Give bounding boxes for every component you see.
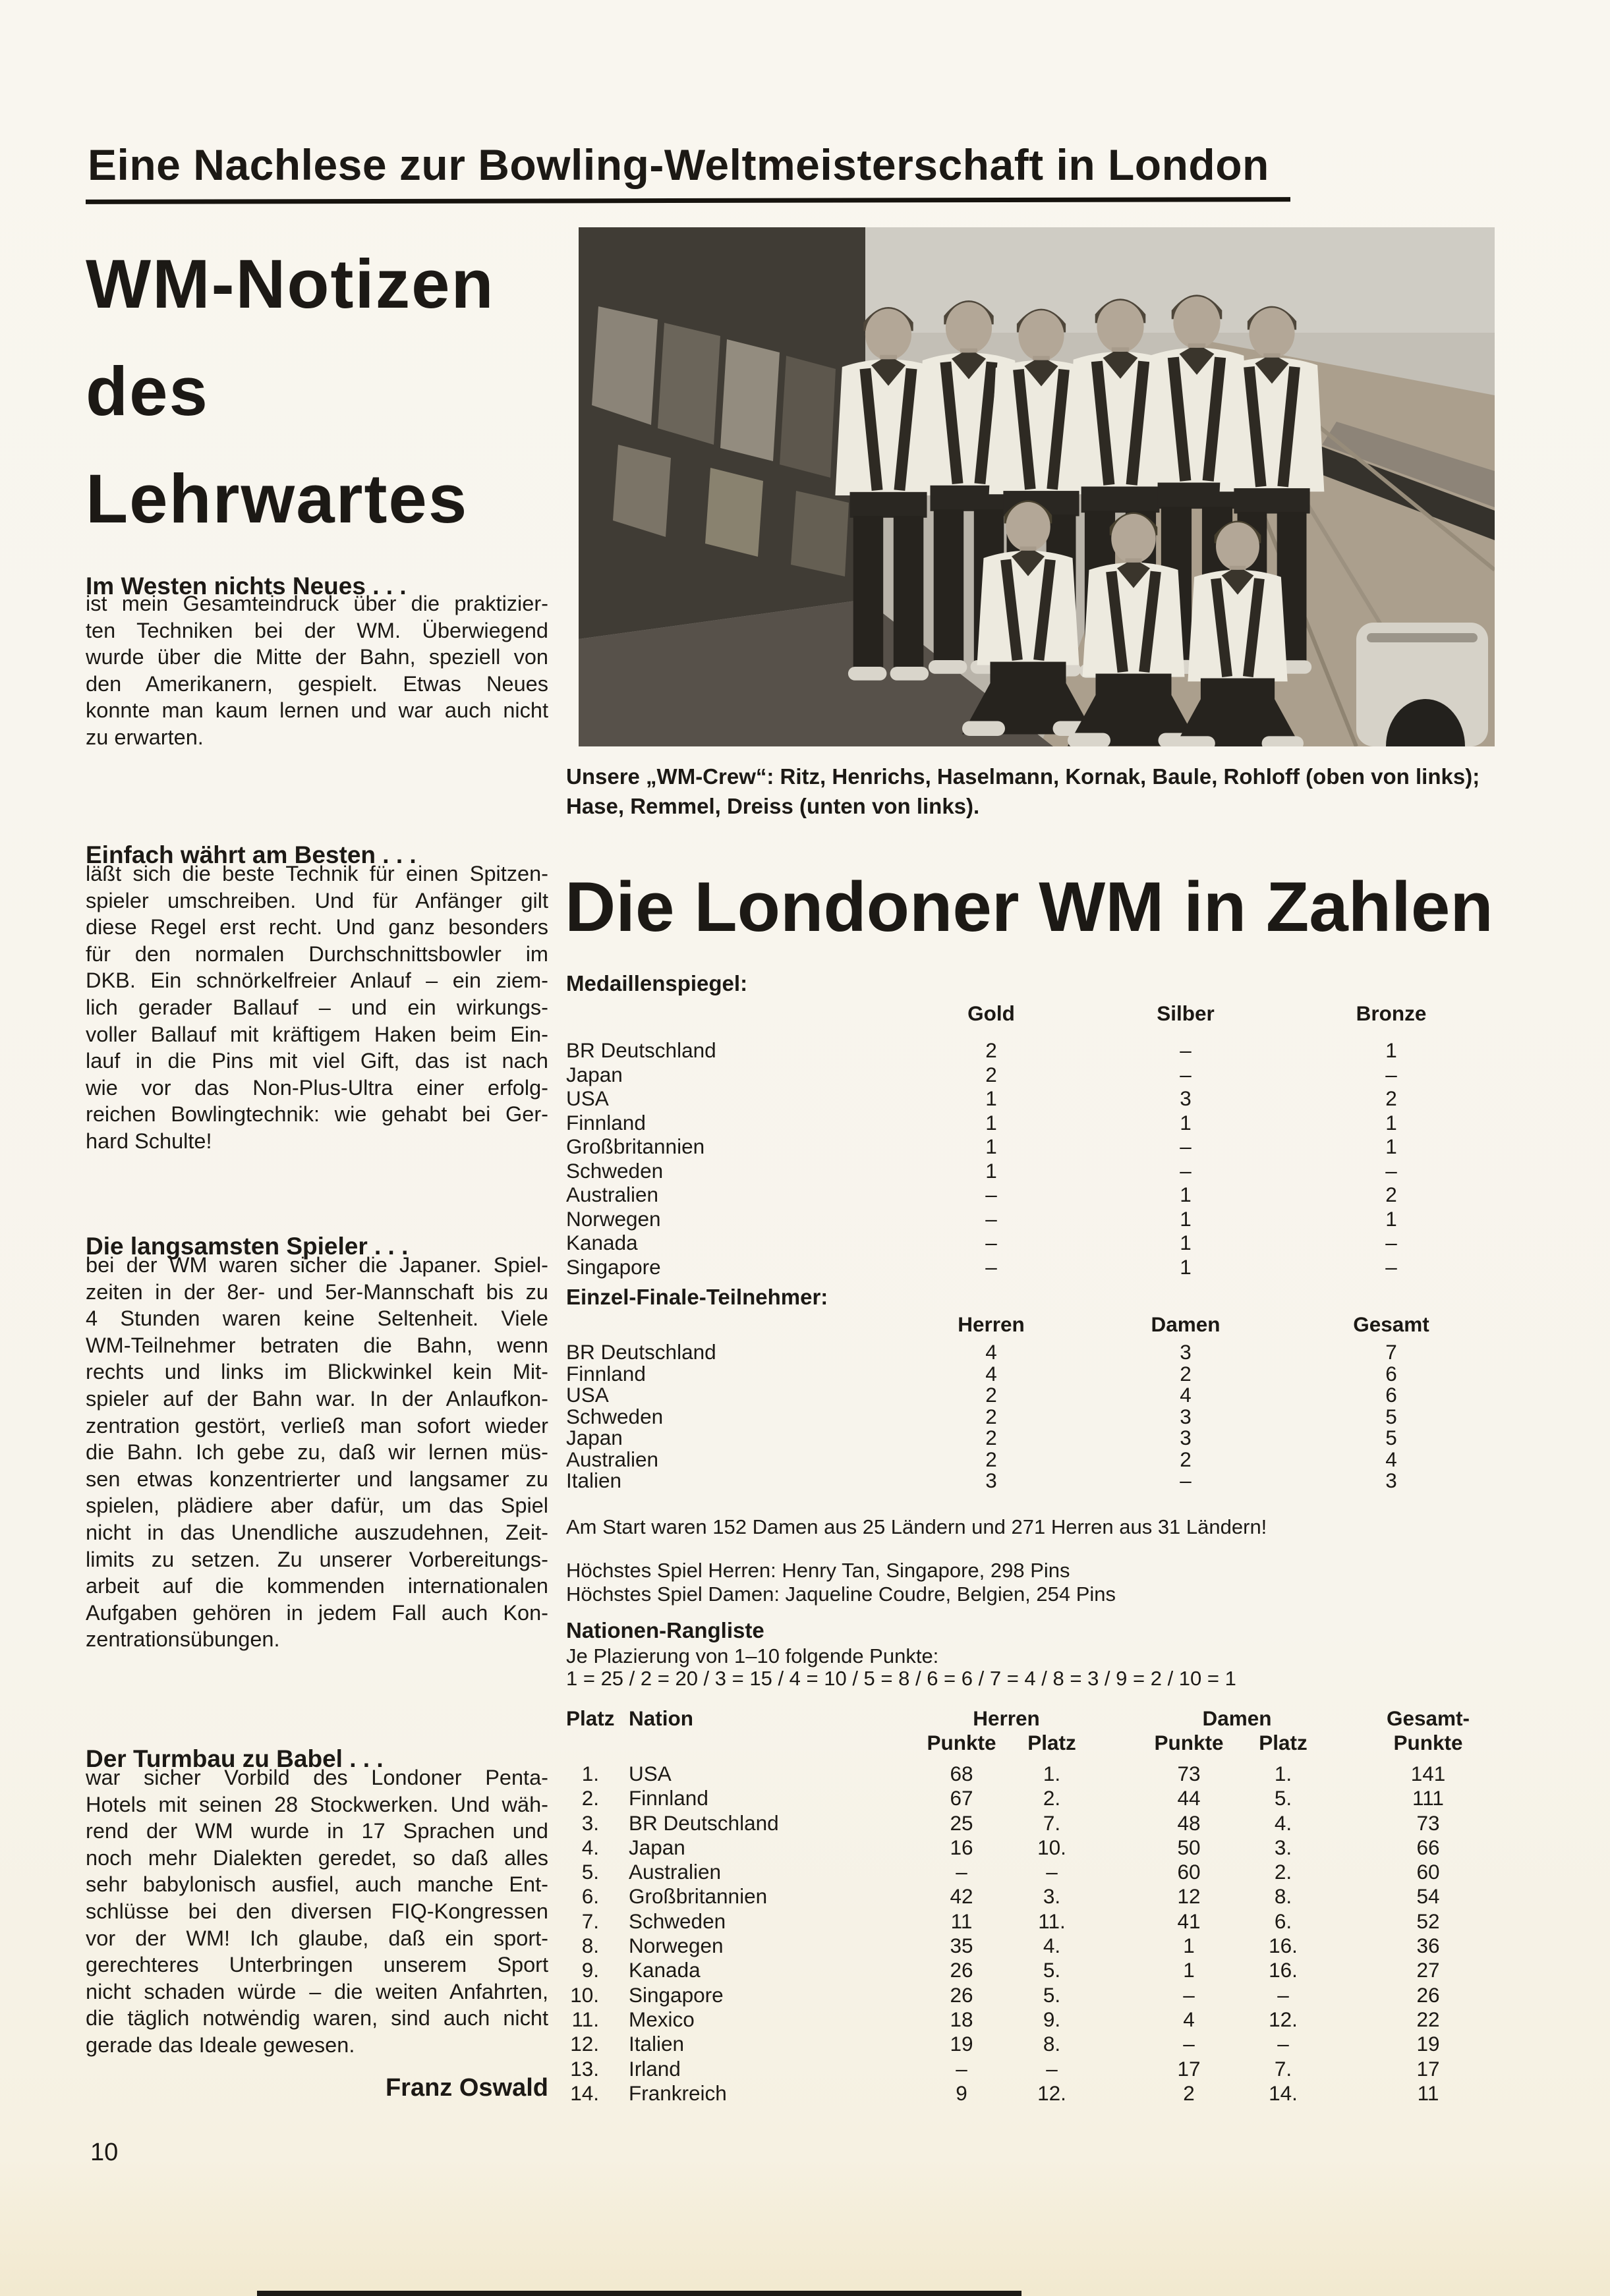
rank-cell: 9. [581,1958,599,1982]
article-title-line: des [86,353,209,430]
text-line: 4 Stunden waren keine Seltenheit. Viele [86,1306,548,1331]
bronze-cell: – [1385,1231,1397,1254]
article-title-line: Lehrwartes [86,461,469,538]
author-signature: Franz Oswald [385,2074,548,2102]
nation-cell: Norwegen [629,1934,724,1958]
text-line: arbeit auf die kommenden internationalen [86,1574,548,1598]
nation-cell: Finnland [629,1786,708,1810]
gesamt-punkte-cell: 141 [1410,1762,1446,1785]
damen-punkte-cell: 60 [1177,1860,1201,1884]
gesamt-cell: 4 [1385,1447,1397,1471]
damen-cell: 4 [1180,1383,1192,1407]
herren-platz-cell: – [1046,2056,1058,2081]
gesamt-cell: 5 [1385,1404,1397,1428]
damen-platz-cell: 1. [1274,1762,1292,1785]
silver-cell: – [1180,1158,1192,1183]
gold-cell: 1 [985,1158,997,1183]
silver-cell: – [1180,1134,1192,1158]
rangliste-points-formula: 1 = 25 / 2 = 20 / 3 = 15 / 4 = 10 / 5 = 8 / 6 = 6 / 7 = 4 / 8 = 3 / 9 = 2 / 10 = 1 [566,1667,1236,1690]
herren-cell: 2 [985,1426,997,1449]
damen-platz-cell: – [1277,2032,1289,2056]
text-line: nicht schaden würde – die weiten Anfahrten, [86,1979,548,2003]
table-row [566,2007,1526,2032]
damen-punkte-cell: 17 [1177,2056,1201,2081]
damen-punkte-cell: – [1183,2032,1195,2056]
column-header-gesamt: Gesamt- [1386,1706,1470,1730]
damen-cell: 2 [1180,1361,1192,1386]
table-row [566,1470,1526,1492]
subheader-punkte-herren: Punkte [927,1731,996,1754]
table-row [566,1835,1526,1860]
bronze-cell: – [1385,1254,1397,1279]
table-row [566,1086,1526,1111]
gold-cell: – [985,1183,997,1206]
silver-cell: 1 [1180,1206,1192,1231]
text-line: zeiten in der 8er- und 5er-Mannschaft bis zu [86,1279,548,1304]
gesamt-punkte-cell: 66 [1416,1835,1440,1859]
column-header-herren: Herren [958,1312,1025,1336]
text-line: nicht in das Unendliche auszudehnen, Zeit- [86,1520,548,1544]
gold-cell: – [985,1231,997,1254]
text-line: gerechteres Unterbringen unserem Sport [86,1953,548,1977]
text-line: zentration gestört, verließ man sofort wieder [86,1413,548,1438]
nation-cell: Japan [566,1062,623,1086]
table-row [566,1159,1526,1183]
section-heading-3: Die langsamsten Spieler . . . [86,1232,409,1260]
text-line: schlüsse bei den diversen FIQ-Kongressen [86,1899,548,1923]
herren-platz-cell: 9. [1043,2007,1061,2031]
rangliste-header-row-2 [566,1731,1526,1755]
table-row [566,2032,1526,2056]
damen-punkte-cell: 41 [1177,1909,1201,1933]
text-line: die täglich notwėndig waren, sind auch nicht [86,2006,548,2030]
herren-cell: 4 [985,1340,997,1364]
table-row [566,1762,1526,1786]
herren-platz-cell: 1. [1043,1762,1061,1785]
nation-cell: Norwegen [566,1206,661,1231]
herren-punkte-cell: 18 [950,2007,973,2031]
table-row [566,1134,1526,1159]
text-line: Hotels mit seinen 28 Stockwerken. Und wäh- [86,1792,548,1816]
text-line: die Bahn. Ich gebe zu, daß wir lernen müs- [86,1440,548,1465]
herren-platz-cell: 12. [1037,2081,1066,2105]
nation-cell: Australien [629,1860,722,1884]
text-line: wie vor das Non-Plus-Ultra einer erfolg- [86,1075,548,1100]
section-body-2 [86,860,548,1155]
rank-cell: 14. [570,2081,599,2105]
text-line: hard Schulte! [86,1129,212,1153]
text-line: spieler auf der Bahn war. In der Anlaufkon- [86,1386,548,1411]
rangliste-heading: Nationen-Rangliste [566,1618,764,1642]
silver-cell: 3 [1180,1086,1192,1110]
herren-cell: 2 [985,1383,997,1407]
nation-cell: Großbritannien [566,1134,705,1158]
nation-cell: BR Deutschland [566,1340,716,1364]
nation-cell: BR Deutschland [566,1038,716,1062]
damen-platz-cell: 16. [1269,1958,1298,1982]
herren-punkte-cell: 26 [950,1958,973,1982]
table-row [566,1183,1526,1207]
silver-cell: 1 [1180,1110,1192,1134]
ball-return-machine [1356,623,1488,746]
herren-platz-cell: 5. [1043,1958,1061,1982]
section-heading-4: Der Turmbau zu Babel . . . [86,1745,384,1772]
gesamt-punkte-cell: 11 [1417,2081,1439,2105]
gesamt-cell: 5 [1385,1426,1397,1449]
table-row [566,1384,1526,1406]
column-header-bronze: Bronze [1356,1001,1427,1025]
damen-platz-cell: 8. [1274,1884,1292,1909]
damen-punkte-cell: 44 [1177,1786,1201,1810]
text-line: wurde über die Mitte der Bahn, speziell von [86,645,548,669]
column-header-damen: Damen [1151,1312,1221,1336]
text-line: war sicher Vorbild des Londoner Penta- [86,1766,548,1789]
text-line: vor der WM! Ich glaube, daß ein sport- [86,1926,548,1950]
gesamt-cell: 6 [1385,1361,1397,1386]
bronze-cell: – [1385,1158,1397,1183]
nation-cell: Schweden [566,1404,664,1428]
table-row [566,1934,1526,1958]
rank-cell: 7. [581,1909,599,1933]
nation-cell: Finnland [566,1361,646,1386]
rank-cell: 3. [581,1810,599,1835]
column-header-silber: Silber [1157,1001,1215,1025]
rank-cell: 4. [581,1835,599,1859]
medals-label: Medaillenspiegel: [566,971,748,995]
damen-cell: – [1180,1469,1192,1492]
caption-line: Unsere „WM-Crew“: Ritz, Henrichs, Haselmann, Kornak, Baule, Rohloff (oben von links); [566,764,1480,789]
gesamt-punkte-cell: 111 [1412,1786,1444,1810]
text-line: gerade das Ideale gewesen. [86,2032,355,2057]
nation-cell: BR Deutschland [629,1810,779,1835]
column-header-nation: Nation [629,1706,693,1730]
herren-punkte-cell: 19 [950,2032,973,2056]
silver-cell: – [1180,1038,1192,1062]
gesamt-cell: 7 [1385,1340,1397,1364]
table-row [566,1958,1526,1982]
nation-cell: Singapore [629,1982,724,2007]
nation-cell: Irland [629,2056,681,2081]
highest-game-women: Höchstes Spiel Damen: Jaqueline Coudre, Belgien, 254 Pins [566,1582,1116,1606]
damen-cell: 3 [1180,1404,1192,1428]
table-row [566,1255,1526,1279]
text-line: spielen, plädiere aber dafür, um das Spiel [86,1494,548,1518]
nation-cell: Großbritannien [629,1884,768,1909]
text-line: ten Techniken bei der WM. Überwiegend [86,618,548,642]
rank-cell: 1. [581,1762,599,1785]
text-line: konnte man kaum lernen und war auch nicht [86,698,548,723]
table-row [566,1449,1526,1470]
gesamt-punkte-cell: 52 [1416,1909,1440,1933]
gesamt-punkte-cell: 27 [1416,1958,1440,1982]
damen-platz-cell: 7. [1274,2056,1292,2081]
numbers-title: Die Londoner WM in Zahlen [565,867,1493,946]
einzel-table [566,1341,1526,1492]
column-header-gesamt: Gesamt [1353,1312,1429,1336]
table-row [566,1207,1526,1231]
text-line: WM-Teilnehmer betraten die Bahn, wenn [86,1333,548,1357]
herren-platz-cell: 10. [1037,1835,1066,1859]
column-header-gold: Gold [967,1001,1015,1025]
herren-cell: 2 [985,1447,997,1471]
rank-cell: 8. [581,1934,599,1958]
herren-cell: 2 [985,1404,997,1428]
participants-note: Am Start waren 152 Damen aus 25 Ländern und 271 Herren aus 31 Ländern! [566,1515,1267,1538]
rangliste-table [566,1762,1526,2106]
nation-cell: Schweden [629,1909,726,1933]
text-line: für den normalen Durchschnittsbowler im [86,941,548,966]
bronze-cell: 1 [1385,1110,1397,1134]
gold-cell: – [985,1254,997,1279]
herren-platz-cell: 5. [1043,1982,1061,2007]
einzel-label: Einzel-Finale-Teilnehmer: [566,1285,828,1309]
table-row [566,1427,1526,1449]
gesamt-punkte-cell: 19 [1416,2032,1440,2056]
flags-wall [579,227,865,639]
subheader-punkte-damen: Punkte [1154,1731,1224,1754]
medals-table [566,1038,1526,1279]
table-row [566,2081,1526,2106]
table-row [566,1063,1526,1087]
nation-cell: Frankreich [629,2081,727,2105]
text-line: limits zu setzen. Zu unserer Vorbereitungs- [86,1547,548,1571]
section-body-1 [86,590,548,751]
page-kicker: Eine Nachlese zur Bowling-Weltmeisterschaft in London [88,140,1269,189]
rank-cell: 10. [570,1982,599,2007]
nation-cell: USA [566,1383,609,1407]
nation-cell: Japan [566,1426,623,1449]
text-line: reichen Bowlingtechnik: wie gehabt bei Ger- [86,1102,548,1127]
herren-punkte-cell: – [956,2056,967,2081]
text-line: sehr babylonisch ausfiel, auch manche Ent- [86,1872,548,1897]
gold-cell: 1 [985,1086,997,1110]
gesamt-cell: 6 [1385,1383,1397,1407]
gold-cell: 2 [985,1062,997,1086]
gesamt-punkte-cell: 26 [1416,1982,1440,2007]
table-row [566,1786,1526,1810]
scan-edge-artifact [257,2291,1021,2296]
herren-platz-cell: 2. [1043,1786,1061,1810]
bronze-cell: 2 [1385,1183,1397,1206]
damen-platz-cell: 5. [1274,1786,1292,1810]
gold-cell: 2 [985,1038,997,1062]
rank-cell: 5. [581,1860,599,1884]
nation-cell: USA [566,1086,609,1110]
rank-cell: 2. [581,1786,599,1810]
text-line: bei der WM waren sicher die Japaner. Spiel- [86,1253,548,1277]
nation-cell: Italien [566,1469,622,1492]
damen-punkte-cell: 48 [1177,1810,1201,1835]
caption-line: Hase, Remmel, Dreiss (unten von links). [566,794,980,818]
nation-cell: USA [629,1762,672,1785]
text-line: rend der WM wurde in 17 Sprachen und [86,1819,548,1843]
rank-cell: 6. [581,1884,599,1909]
table-row [566,1341,1526,1363]
nation-cell: Australien [566,1183,659,1206]
rank-cell: 11. [571,2007,599,2031]
damen-punkte-cell: 4 [1183,2007,1195,2031]
damen-cell: 3 [1180,1340,1192,1364]
table-row [566,1363,1526,1385]
damen-punkte-cell: 50 [1177,1835,1201,1859]
damen-platz-cell: 4. [1274,1810,1292,1835]
herren-platz-cell: 7. [1043,1810,1061,1835]
highest-game-men: Höchstes Spiel Herren: Henry Tan, Singapore, 298 Pins [566,1559,1070,1582]
table-row [566,1884,1526,1909]
text-line: läßt sich die beste Technik für einen Spitzen- [86,862,548,885]
gesamt-punkte-cell: 36 [1416,1934,1440,1958]
herren-punkte-cell: 16 [950,1835,973,1859]
damen-cell: 3 [1180,1426,1192,1449]
gesamt-punkte-cell: 54 [1416,1884,1440,1909]
herren-punkte-cell: 26 [950,1982,973,2007]
subheader-punkte-gesamt: Punkte [1393,1731,1463,1754]
rank-cell: 12. [570,2032,599,2056]
damen-platz-cell: 12. [1269,2007,1298,2031]
nation-cell: Italien [629,2032,685,2056]
column-header-herren: Herren [973,1706,1040,1730]
damen-punkte-cell: 12 [1177,1884,1201,1909]
section-body-3 [86,1252,548,1653]
table-row [566,1909,1526,1934]
herren-platz-cell: – [1046,1860,1058,1884]
table-row [566,1111,1526,1135]
text-line: voller Ballauf mit kräftigem Haken beim Ein- [86,1022,548,1046]
gesamt-punkte-cell: 17 [1416,2056,1440,2081]
damen-platz-cell: 16. [1269,1934,1298,1958]
subheader-platz-damen: Platz [1259,1731,1308,1754]
damen-platz-cell: – [1277,1982,1289,2007]
damen-punkte-cell: 1 [1183,1958,1195,1982]
silver-cell: 1 [1180,1254,1192,1279]
damen-platz-cell: 3. [1274,1835,1292,1859]
herren-punkte-cell: 68 [950,1762,973,1785]
herren-punkte-cell: 11 [950,1909,973,1933]
page-number: 10 [90,2139,119,2166]
section-body-4 [86,1764,548,2059]
column-header-platz: Platz [566,1706,615,1730]
gold-cell: 1 [985,1110,997,1134]
herren-punkte-cell: 9 [956,2081,967,2105]
nation-cell: Singapore [566,1254,661,1279]
damen-platz-cell: 6. [1274,1909,1292,1933]
herren-punkte-cell: 25 [950,1810,973,1835]
text-line: zu erwarten. [86,725,204,749]
text-line: diese Regel erst recht. Und ganz besonders [86,915,548,939]
team-photo [579,227,1495,746]
text-line: DKB. Ein schnörkelfreier Anlauf – ein ziem- [86,968,548,993]
subheader-platz-herren: Platz [1027,1731,1076,1754]
gesamt-punkte-cell: 22 [1416,2007,1440,2031]
table-row [566,1038,1526,1063]
damen-punkte-cell: 73 [1177,1762,1201,1785]
gesamt-cell: 3 [1385,1469,1397,1492]
gold-cell: – [985,1206,997,1231]
silver-cell: 1 [1180,1231,1192,1254]
text-line: spieler umschreiben. Und für Anfänger gilt [86,888,548,912]
text-line: Aufgaben gehören in jedem Fall auch Kon- [86,1600,548,1625]
nation-cell: Finnland [566,1110,646,1134]
table-row [566,1811,1526,1835]
text-line: den Amerikanern, gespielt. Etwas Neues [86,671,548,696]
herren-punkte-cell: 67 [950,1786,973,1810]
medals-header [566,1001,1526,1026]
rank-cell: 13. [570,2056,599,2081]
nation-cell: Australien [566,1447,659,1471]
herren-platz-cell: 3. [1043,1884,1061,1909]
section-heading-2: Einfach währt am Besten . . . [86,841,417,868]
table-row [566,1860,1526,1884]
herren-cell: 3 [985,1469,997,1492]
nation-cell: Kanada [566,1231,638,1254]
rangliste-header-row-1 [566,1706,1526,1731]
text-line: ist mein Gesamteindruck über die praktizier- [86,592,548,615]
nation-cell: Japan [629,1835,685,1859]
nation-cell: Mexico [629,2007,695,2031]
table-row [566,2057,1526,2081]
herren-punkte-cell: 35 [950,1934,973,1958]
einzel-header [566,1312,1526,1337]
text-line: lich gerader Ballauf – und ein wirkungs- [86,995,548,1019]
damen-platz-cell: 14. [1269,2081,1298,2105]
article-title-line: WM-Notizen [86,246,495,323]
text-line: noch mehr Dialekten geredet, so daß alles [86,1845,548,1870]
damen-punkte-cell: – [1183,1982,1195,2007]
herren-punkte-cell: – [956,1860,967,1884]
column-header-damen: Damen [1202,1706,1272,1730]
bronze-cell: 1 [1385,1038,1397,1062]
text-line: zentrationsübungen. [86,1627,280,1652]
gesamt-punkte-cell: 73 [1416,1810,1440,1835]
damen-punkte-cell: 2 [1183,2081,1195,2105]
bronze-cell: 2 [1385,1086,1397,1110]
rangliste-intro: Je Plazierung von 1–10 folgende Punkte: [566,1644,939,1667]
herren-punkte-cell: 42 [950,1884,973,1909]
table-row [566,1231,1526,1255]
bronze-cell: 1 [1385,1134,1397,1158]
article-title [86,231,495,553]
kicker-underline [86,197,1290,204]
damen-punkte-cell: 1 [1183,1934,1195,1958]
text-line: lauf in die Pins mit viel Gift, das ist nach [86,1049,548,1073]
bronze-cell: – [1385,1062,1397,1086]
nation-cell: Kanada [629,1958,701,1982]
bronze-cell: 1 [1385,1206,1397,1231]
section-heading-1: Im Westen nichts Neues . . . [86,572,407,600]
herren-platz-cell: 11. [1038,1909,1066,1933]
table-row [566,1983,1526,2007]
gold-cell: 1 [985,1134,997,1158]
text-line: sen etwas konzentrierter und langsamer zu [86,1467,548,1491]
silver-cell: – [1180,1062,1192,1086]
herren-cell: 4 [985,1361,997,1386]
table-row [566,1406,1526,1428]
gesamt-punkte-cell: 60 [1416,1860,1440,1884]
herren-platz-cell: 8. [1043,2032,1061,2056]
silver-cell: 1 [1180,1183,1192,1206]
damen-cell: 2 [1180,1447,1192,1471]
herren-platz-cell: 4. [1043,1934,1061,1958]
nation-cell: Schweden [566,1158,664,1183]
damen-platz-cell: 2. [1274,1860,1292,1884]
text-line: rechts und links im Blickwinkel kein Mit- [86,1360,548,1384]
photo-caption [566,762,1530,821]
